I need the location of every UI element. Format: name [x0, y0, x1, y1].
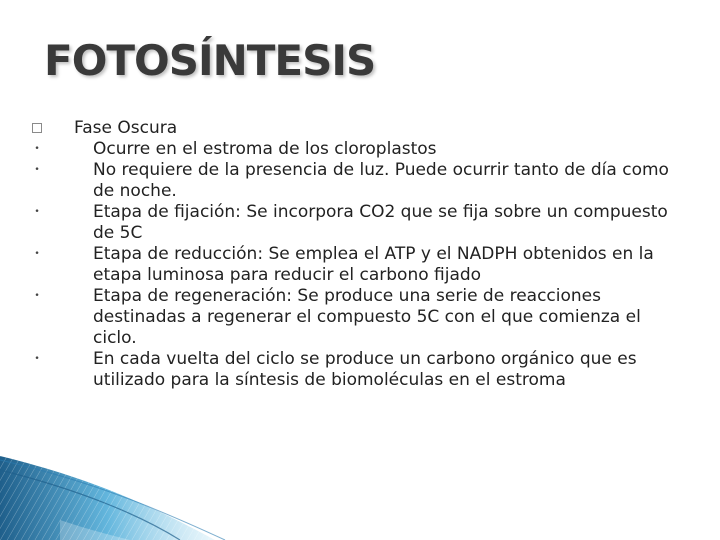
list-item: [32, 139, 682, 160]
list-item-text: En cada vuelta del ciclo se produce un carbono orgánico que es utilizado para la síntesis de biomoléculas en el estroma: [93, 349, 637, 390]
section-heading-text: Fase Oscura: [74, 118, 178, 138]
bullet-list: [32, 139, 682, 391]
list-item-text: Etapa de reducción: Se emplea el ATP y el NADPH obtenidos en la etapa luminosa para reducir el carbono fijado: [93, 244, 654, 285]
list-item-text: No requiere de la presencia de luz. Puede ocurrir tanto de día como de noche.: [93, 160, 669, 201]
bullet-dot-icon: •: [34, 207, 40, 217]
square-bullet-icon: [32, 123, 42, 133]
slide-content: [32, 118, 682, 391]
section-heading: [32, 118, 682, 139]
bullet-dot-icon: •: [34, 291, 40, 301]
bullet-dot-icon: •: [34, 165, 40, 175]
list-item-text: Etapa de regeneración: Se produce una serie de reacciones destinadas a regenerar el compuesto 5C con el que comienza el ciclo.: [93, 286, 641, 348]
list-item: [32, 202, 682, 244]
list-item: [32, 349, 682, 391]
list-item-text: Etapa de fijación: Se incorpora CO2 que se fija sobre un compuesto de 5C: [93, 202, 668, 243]
slide-title: FOTOSÍNTESIS: [44, 36, 376, 85]
bullet-dot-icon: •: [34, 249, 40, 259]
list-item: [32, 160, 682, 202]
bullet-dot-icon: •: [34, 354, 40, 364]
list-item-text: Ocurre en el estroma de los cloroplastos: [93, 139, 437, 159]
bullet-dot-icon: •: [34, 144, 40, 154]
list-item: [32, 286, 682, 349]
list-item: [32, 244, 682, 286]
